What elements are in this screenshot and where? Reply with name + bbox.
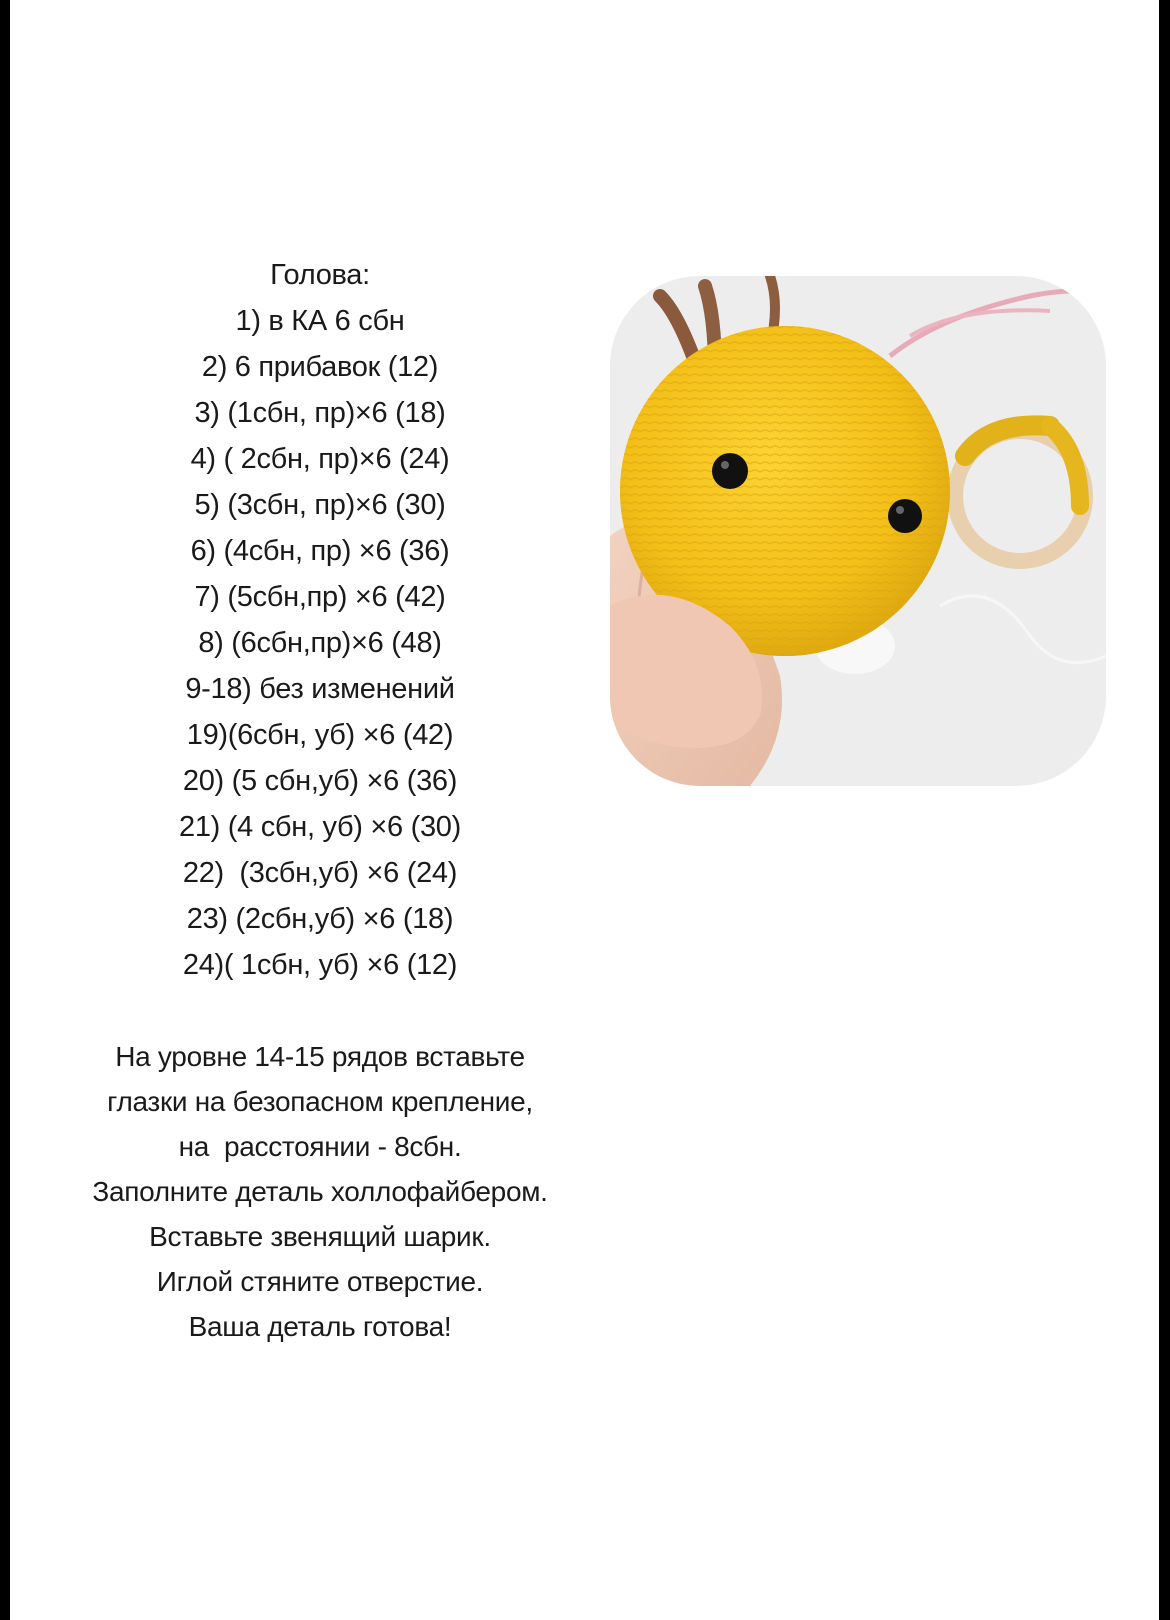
instruction-line: Иглой стяните отверстие. [156, 1266, 484, 1297]
pattern-row: 20) (5 сбн,уб) ×6 (36) [182, 765, 458, 797]
instruction-line: Заполните деталь холлофайбером. [92, 1176, 548, 1207]
pattern-title: Голова: [270, 259, 370, 291]
pattern-row: 9-18) без изменений [185, 673, 455, 705]
pattern-row: 8) (6сбн,пр)×6 (48) [198, 627, 442, 659]
right-eye-icon [888, 499, 922, 533]
pattern-row: 19)(6сбн, уб) ×6 (42) [186, 719, 454, 751]
crochet-head-photo [610, 276, 1106, 786]
instruction-line: Вставьте звенящий шарик. [149, 1221, 491, 1252]
pattern-row: 5) (3сбн, пр)×6 (30) [194, 489, 446, 521]
pattern-row: 24)( 1сбн, уб) ×6 (12) [182, 949, 458, 981]
pattern-row: 21) (4 сбн, уб) ×6 (30) [179, 811, 461, 843]
instruction-line: глазки на безопасном крепление, [107, 1086, 533, 1117]
right-edge-border [1159, 0, 1170, 1620]
pattern-row: 3) (1сбн, пр)×6 (18) [194, 397, 446, 429]
pattern-row: 2) 6 прибавок (12) [201, 351, 439, 383]
pattern-row: 23) (2сбн,уб) ×6 (18) [186, 903, 454, 935]
pattern-page [10, 0, 1159, 1620]
pattern-row: 4) ( 2сбн, пр)×6 (24) [190, 443, 450, 475]
instruction-line: На уровне 14-15 рядов вставьте [115, 1041, 525, 1072]
instruction-line: Ваша деталь готова! [188, 1311, 452, 1342]
instruction-line: на расстоянии - 8сбн. [178, 1131, 462, 1162]
left-eye-icon [712, 453, 748, 489]
crochet-ball-illustration [610, 276, 1106, 786]
pattern-row: 6) (4сбн, пр) ×6 (36) [190, 535, 450, 567]
head-pattern [10, 252, 630, 988]
assembly-instructions [10, 1034, 630, 1349]
pattern-row: 22) (3сбн,уб) ×6 (24) [182, 857, 458, 889]
pattern-row: 1) в КА 6 сбн [235, 305, 405, 337]
pattern-row: 7) (5сбн,пр) ×6 (42) [194, 581, 446, 613]
